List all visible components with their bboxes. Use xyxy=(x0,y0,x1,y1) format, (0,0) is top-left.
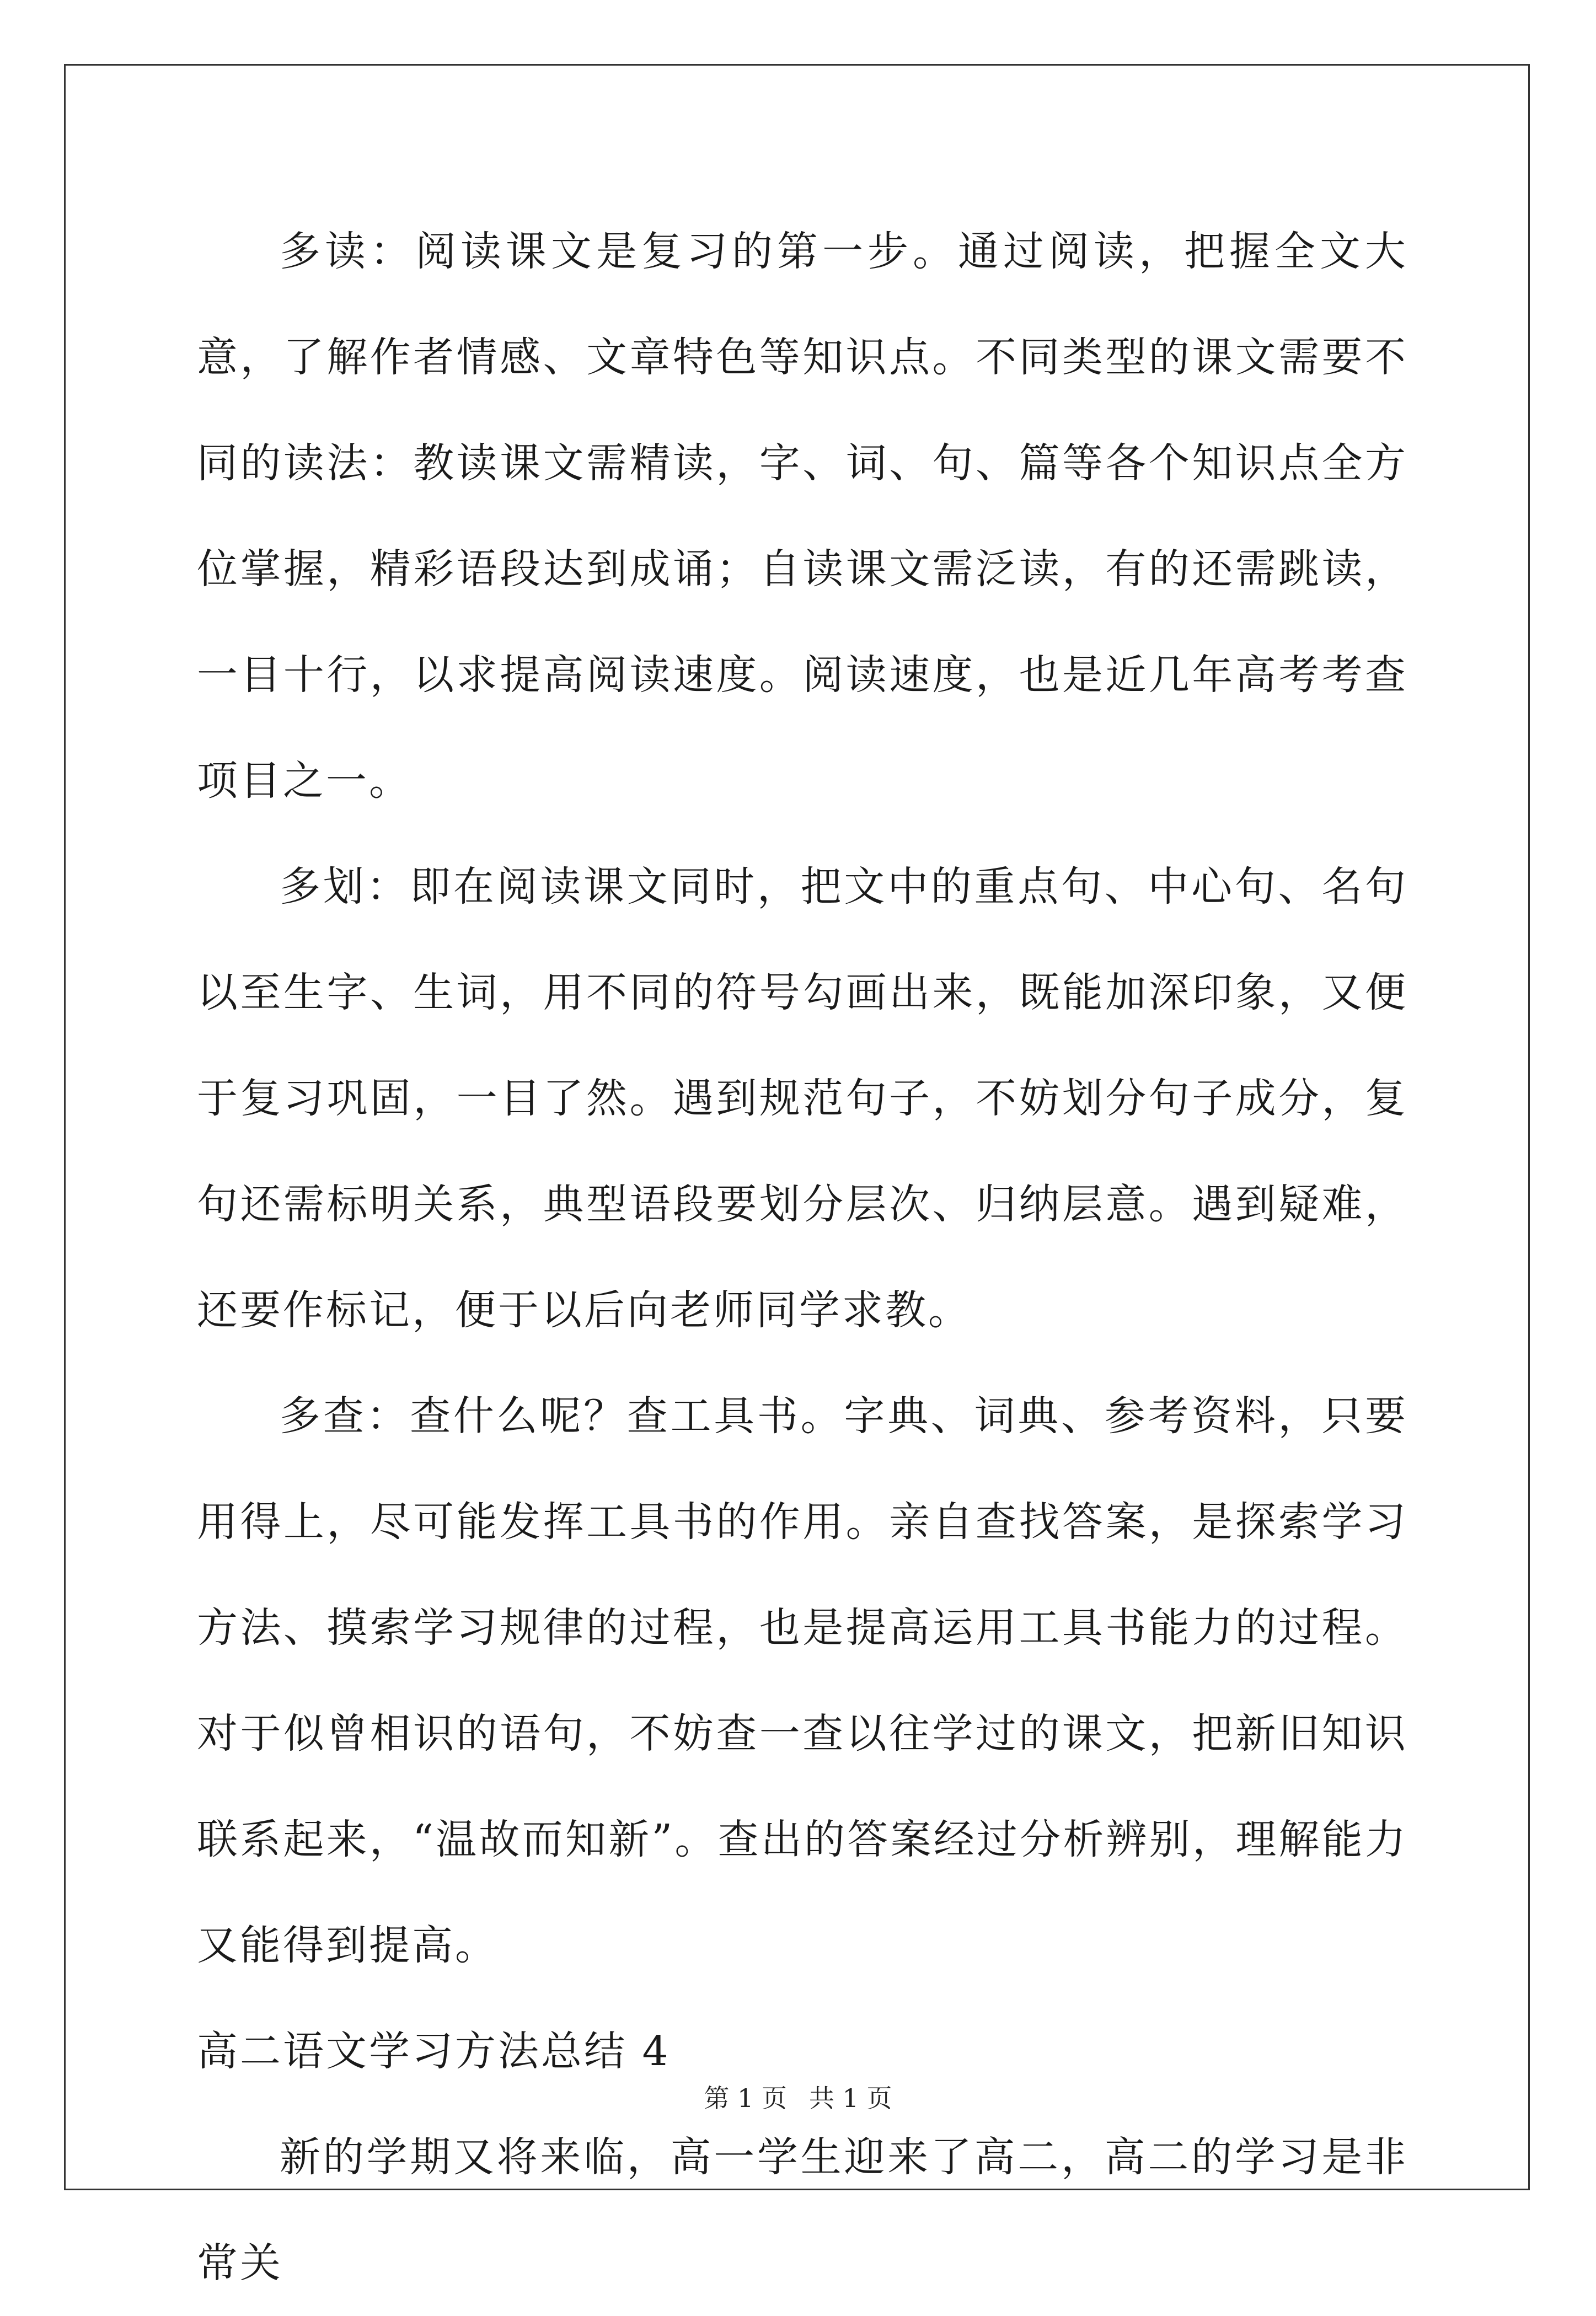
page-total: 共 1 页 xyxy=(809,2083,892,2113)
document-body xyxy=(197,199,1408,2316)
page-number: 第 1 页 xyxy=(704,2083,787,2113)
paragraph-reading: 多读：阅读课文是复习的第一步。通过阅读，把握全文大意，了解作者情感、文章特色等知识点。不同类型的课文需要不同的读法：教读课文需精读，字、词、句、篇等各个知识点全方位掌握，精彩语段达到成诵；自读课文需泛读，有的还需跳读，一目十行，以求提高阅读速度。阅读速度，也是近几年高考考查项目之一。 xyxy=(197,228,1408,805)
paragraph-marking: 多划：即在阅读课文同时，把文中的重点句、中心句、名句以至生字、生词，用不同的符号勾画出来，既能加深印象，又便于复习巩固，一目了然。遇到规范句子，不妨划分句子成分，复句还需标明关系，典型语段要划分层次、归纳层意。遇到疑难，还要作标记，便于以后向老师同学求教。 xyxy=(197,863,1408,1334)
paragraph-new-semester: 新的学期又将来临，高一学生迎来了高二，高二的学习是非常关 xyxy=(197,2133,1408,2287)
page-footer xyxy=(0,2082,1596,2115)
paragraph-lookup: 多查：查什么呢？查工具书。字典、词典、参考资料，只要用得上，尽可能发挥工具书的作用。亲自查找答案，是探索学习方法、摸索学习规律的过程，也是提高运用工具书能力的过程。对于似曾相识的语句，不妨查一查以往学过的课文，把新旧知识联系起来，“温故而知新”。查出的答案经过分析辨别，理解能力又能得到提高。 xyxy=(197,1392,1408,1969)
section-heading: 高二语文学习方法总结 4 xyxy=(197,2028,671,2075)
